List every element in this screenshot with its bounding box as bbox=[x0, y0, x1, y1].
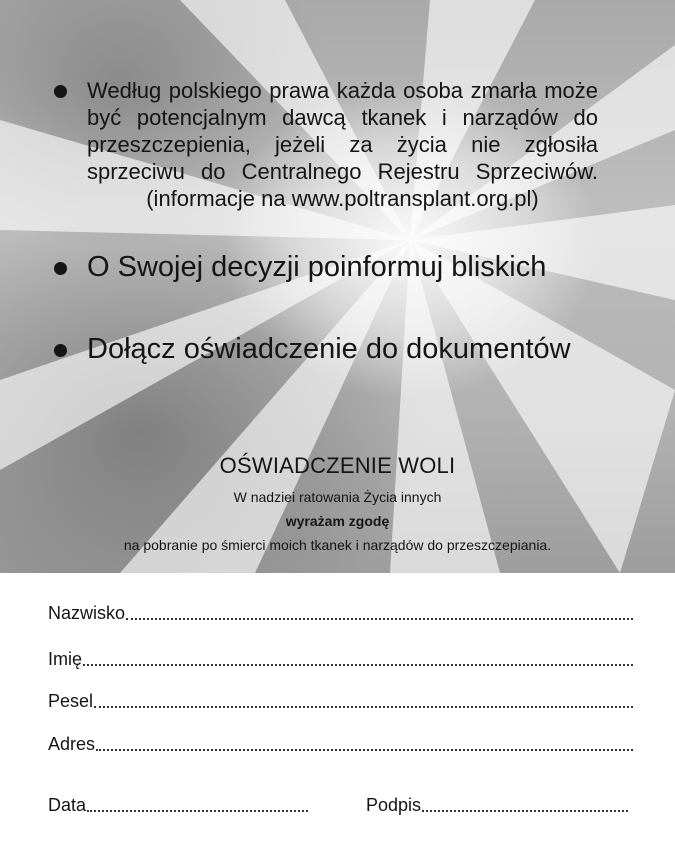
first-name-dotted-line[interactable] bbox=[83, 664, 633, 666]
address-label: Adres bbox=[48, 734, 96, 754]
date-field[interactable] bbox=[48, 794, 308, 816]
date-dotted-line[interactable] bbox=[87, 810, 308, 812]
signature-field[interactable] bbox=[366, 794, 628, 816]
address-dotted-line[interactable] bbox=[96, 749, 633, 751]
attach-declaration-bullet bbox=[54, 332, 598, 366]
inform-relatives-text: O Swojej decyzji poinformuj bliskich bbox=[87, 251, 547, 283]
pesel-field[interactable] bbox=[48, 690, 633, 712]
signature-dotted-line[interactable] bbox=[422, 810, 628, 812]
surname-dotted-line[interactable] bbox=[126, 618, 633, 620]
inform-relatives-bullet bbox=[54, 250, 598, 284]
poltransplant-info-text: (informacje na www.poltransplant.org.pl) bbox=[146, 186, 539, 211]
bullet-icon bbox=[54, 85, 67, 98]
signature-label: Podpis bbox=[366, 795, 422, 815]
first-name-label: Imię bbox=[48, 649, 83, 669]
date-label: Data bbox=[48, 795, 87, 815]
declaration-hope-line: W nadziei ratowania Życia innych bbox=[233, 489, 442, 505]
personal-details-form bbox=[0, 573, 675, 850]
attach-declaration-text: Dołącz oświadczenie do dokumentów bbox=[87, 333, 571, 365]
first-name-field[interactable] bbox=[48, 648, 633, 670]
declaration-title: OŚWIADCZENIE WOLI bbox=[219, 453, 456, 478]
donor-law-bullet bbox=[54, 77, 598, 212]
declaration-donation-line: na pobranie po śmierci moich tkanek i narządów do przeszczepiania. bbox=[123, 537, 552, 553]
pesel-label: Pesel bbox=[48, 691, 94, 711]
surname-field[interactable] bbox=[48, 602, 633, 624]
pesel-dotted-line[interactable] bbox=[94, 706, 633, 708]
bullet-icon bbox=[54, 262, 67, 275]
address-field[interactable] bbox=[48, 733, 633, 755]
surname-label: Nazwisko bbox=[48, 603, 126, 623]
declaration-consent-line: wyrażam zgodę bbox=[285, 513, 390, 529]
donor-law-text: Według polskiego prawa każda osoba zmarła może być potencjalnym dawcą tkanek i narządów do przeszczepienia, jeżeli za życia nie zgłosiła sprzeciwu do Centralnego Rejestru Sprzeciwów. bbox=[87, 78, 598, 184]
bullet-icon bbox=[54, 344, 67, 357]
